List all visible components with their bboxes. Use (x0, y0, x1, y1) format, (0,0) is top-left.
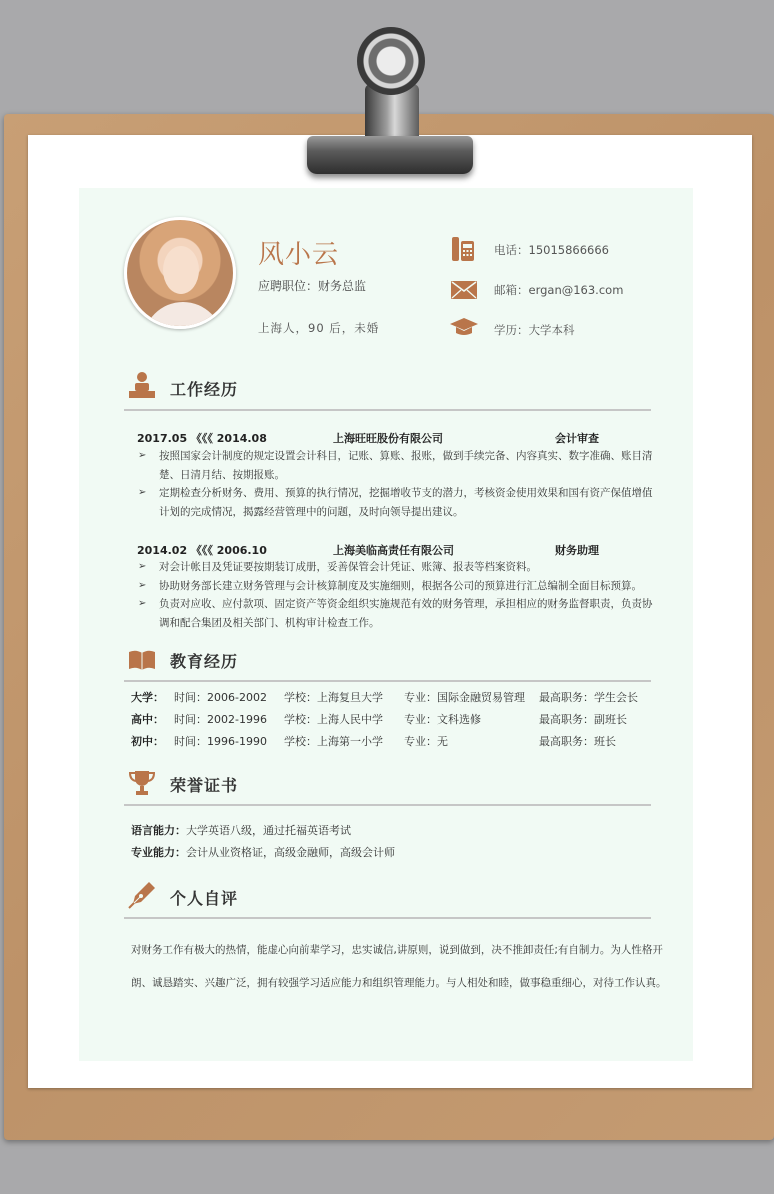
job-company: 上海美临高责任有限公司 (333, 544, 454, 557)
section-title-education: 教育经历 (170, 652, 239, 671)
graduation-cap-icon (449, 317, 479, 337)
divider (124, 409, 651, 411)
avatar (124, 217, 236, 329)
pen-nib-icon (127, 880, 157, 910)
job-period: 2017.05 《《《 2014.08 (137, 432, 267, 445)
mail-icon (451, 281, 477, 299)
list-item: ➢ 按照国家会计制度的规定设置会计科目，记账、算账、报账，做到手续完备、内容真实、数字准确、账目清楚、日清月结、按期报账。 (138, 447, 660, 484)
applied-position: 应聘职位：财务总监 (258, 279, 367, 293)
self-evaluation-text: 对财务工作有极大的热情，能虚心向前辈学习，忠实诚信,讲原则，说到做到，决不推卸责任;有自制力。为人性格开朗、诚恳踏实、兴趣广泛，拥有较强学习适应能力和组织管理能力。与人相处和睦，做事稳重细心，对待工作认真。 (131, 944, 667, 989)
clip-plate (307, 136, 473, 174)
phone-icon (451, 235, 475, 263)
honor-item: 专业能力：会计从业资格证，高级金融师，高级会计师 (131, 846, 395, 859)
phone-text: 电话：15015866666 (494, 243, 609, 257)
work-icon (127, 369, 157, 399)
honor-item: 语言能力：大学英语八级，通过托福英语考试 (131, 824, 351, 837)
clip-ring-icon (357, 27, 425, 95)
divider (124, 680, 651, 682)
list-item: ➢ 对会计帐目及凭证要按期装订成册，妥善保管会计凭证、账簿、报表等档案资料。 (138, 558, 660, 577)
job-period: 2014.02 《《《 2006.10 (137, 544, 267, 557)
email-text: 邮箱：ergan@163.com (494, 283, 624, 297)
list-item: ➢ 定期检查分析财务、费用、预算的执行情况，挖掘增收节支的潜力，考核资金使用效果和国有资产保值增值计划的完成情况，揭露经营管理中的问题，及时向领导提出建议。 (138, 484, 660, 521)
candidate-name: 风小云 (258, 240, 340, 270)
education-level-text: 学历：大学本科 (494, 323, 575, 337)
book-icon (127, 645, 157, 675)
list-item: ➢ 负责对应收、应付款项、固定资产等资金组织实施规范有效的财务管理，承担相应的财务监督职责，负责协调和配合集团及相关部门、机构审计检查工作。 (138, 595, 660, 632)
job-company: 上海旺旺股份有限公司 (333, 432, 443, 445)
job-title: 会计审查 (555, 432, 599, 445)
divider (124, 917, 651, 919)
job-duties (138, 447, 660, 521)
table-row: 大学： 时间：2006-2002 学校：上海复旦大学 专业：国际金融贸易管理 最高职务：学生会长 (131, 691, 638, 704)
personal-info: 上海人，90 后，未婚 (258, 321, 380, 335)
trophy-icon (127, 768, 157, 798)
section-title-self: 个人自评 (170, 889, 239, 908)
section-title-work: 工作经历 (170, 380, 239, 399)
job-duties (138, 558, 660, 632)
divider (124, 804, 651, 806)
list-item: ➢ 协助财务部长建立财务管理与会计核算制度及实施细则，根据各公司的预算进行汇总编制全面目标预算。 (138, 577, 660, 596)
table-row: 高中： 时间：2002-1996 学校：上海人民中学 专业：文科选修 最高职务：副班长 (131, 713, 627, 726)
table-row: 初中： 时间：1996-1990 学校：上海第一小学 专业：无 最高职务：班长 (131, 735, 616, 748)
section-title-honors: 荣誉证书 (170, 776, 239, 795)
job-title: 财务助理 (555, 544, 599, 557)
